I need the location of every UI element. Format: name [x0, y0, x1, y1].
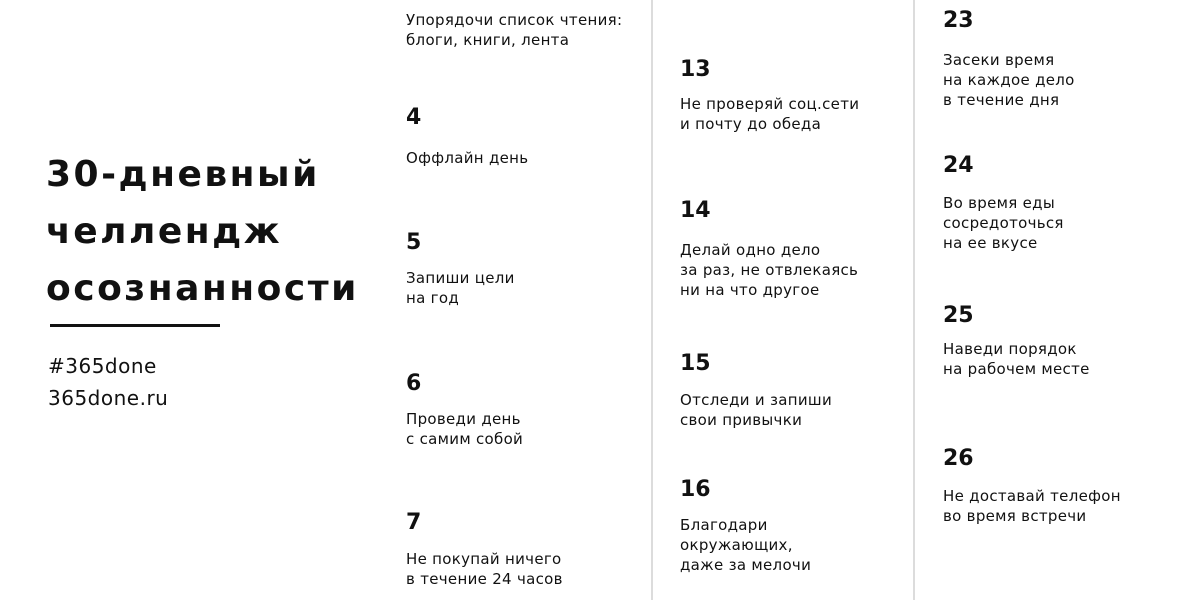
challenge-text: Запиши цели на год — [406, 269, 515, 307]
challenge-number: 14 — [680, 198, 711, 223]
page-title — [46, 146, 359, 317]
challenge-number: 25 — [943, 303, 974, 328]
challenge-number: 6 — [406, 371, 422, 396]
challenge-number: 24 — [943, 153, 974, 178]
challenge-number: 7 — [406, 510, 422, 535]
challenge-text: Благодари окружающих, даже за мелочи — [680, 516, 812, 574]
column-divider — [913, 0, 915, 600]
challenge-number: 13 — [680, 57, 711, 82]
title-line-3: осознанности — [46, 268, 359, 309]
challenge-text: Упорядочи список чтения: блоги, книги, лента — [406, 11, 623, 49]
challenge-text: Не покупай ничего в течение 24 часов — [406, 550, 563, 588]
challenge-number: 4 — [406, 105, 422, 130]
challenge-number: 26 — [943, 446, 974, 471]
challenge-text: Во время еды сосредоточься на ее вкусе — [943, 194, 1064, 252]
title-line-1: 30-дневный — [46, 154, 320, 195]
challenge-number: 16 — [680, 477, 711, 502]
challenge-text: Проведи день с самим собой — [406, 410, 524, 448]
challenge-text: Не проверяй соц.сети и почту до обеда — [680, 95, 860, 133]
challenge-text: Делай одно дело за раз, не отвлекаясь ни на что другое — [680, 241, 859, 299]
challenge-number: 5 — [406, 230, 422, 255]
challenge-text: Не доставай телефон во время встречи — [943, 487, 1121, 525]
challenge-text: Отследи и запиши свои привычки — [680, 391, 833, 429]
hashtag: #365done — [48, 354, 157, 378]
challenge-text: Оффлайн день — [406, 149, 529, 167]
challenge-number: 23 — [943, 8, 974, 33]
challenge-text: Наведи порядок на рабочем месте — [943, 340, 1090, 378]
challenge-text: Засеки время на каждое дело в течение дня — [943, 51, 1075, 109]
column-divider — [651, 0, 653, 600]
title-line-2: челлендж — [46, 211, 283, 252]
title-underline — [50, 324, 220, 327]
challenge-number: 15 — [680, 351, 711, 376]
site-link[interactable]: 365done.ru — [48, 386, 169, 410]
